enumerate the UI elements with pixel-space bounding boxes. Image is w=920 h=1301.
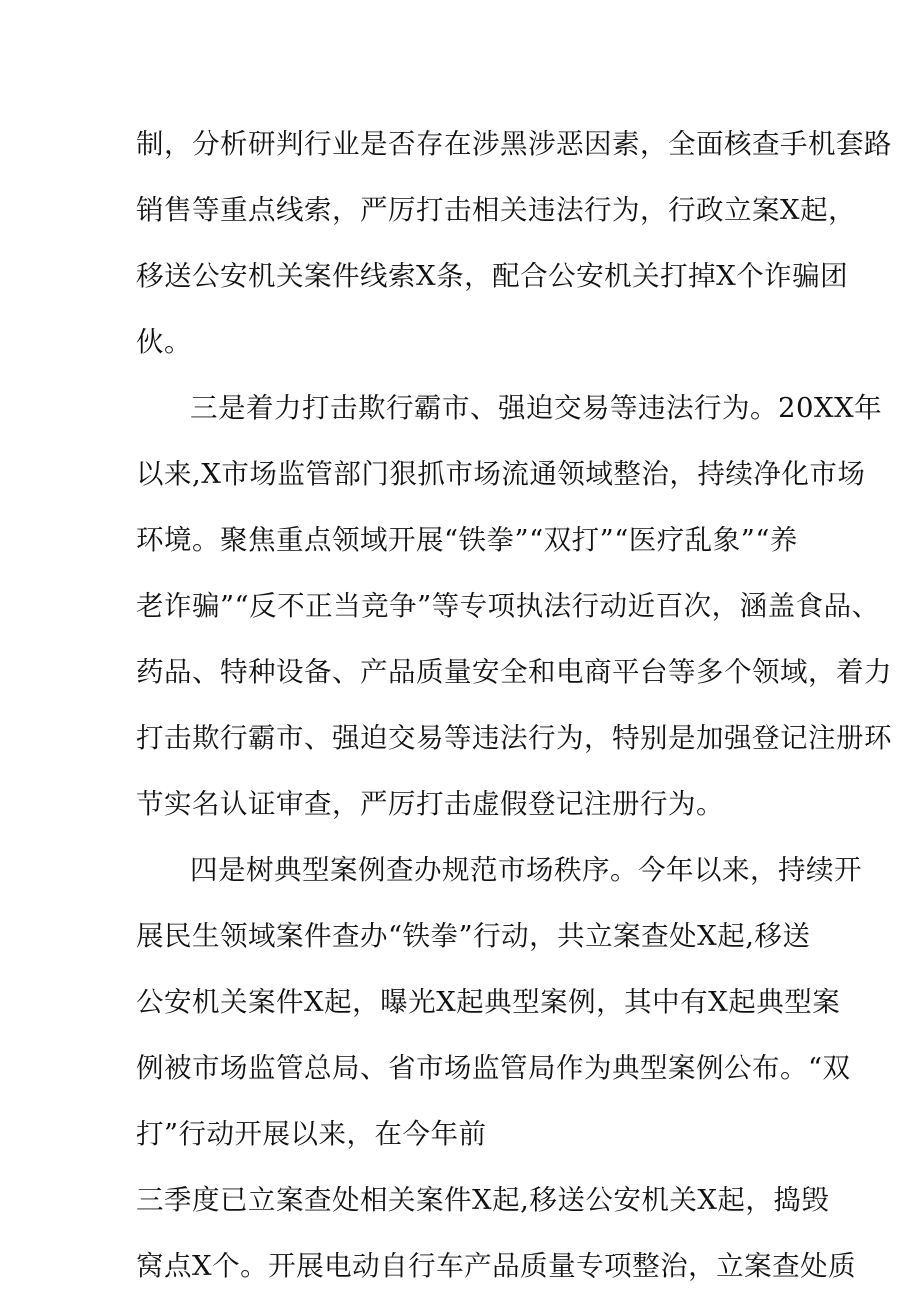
paragraph-line: 展民生领域案件查办“铁拳”行动，共立案查处X起,移送 [136, 920, 811, 952]
paragraph-line: 节实名认证审查，严厉打击虚假登记注册行为。 [136, 788, 724, 820]
paragraph-line: 制，分析研判行业是否存在涉黑涉恶因素，全面核查手机套路 [136, 128, 892, 160]
paragraph-line: 移送公安机关案件线索X条，配合公安机关打掉X个诈骗团 [136, 260, 849, 292]
paragraph-line: 窝点X个。开展电动自行车产品质量专项整治，立案查处质 [136, 1250, 857, 1282]
paragraph-line: 例被市场监管总局、省市场监管局作为典型案例公布。“双 [136, 1052, 851, 1084]
paragraph-line: 老诈骗”“反不正当竞争”等专项执法行动近百次，涵盖食品、 [136, 590, 880, 622]
paragraph-line: 打”行动开展以来，在今年前 [136, 1118, 487, 1150]
paragraph-first-line: 三是着力打击欺行霸市、强迫交易等违法行为。20XX年 [190, 392, 883, 424]
paragraph-line: 三季度已立案查处相关案件X起,移送公安机关X起，捣毁 [136, 1184, 830, 1216]
paragraph-line: 打击欺行霸市、强迫交易等违法行为，特别是加强登记注册环 [136, 722, 892, 754]
paragraph-line: 环境。聚焦重点领域开展“铁拳”“双打”“医疗乱象”“养 [136, 524, 798, 556]
paragraph-line: 以来,X市场监管部门狠抓市场流通领域整治，持续净化市场 [136, 458, 866, 490]
paragraph-first-line: 四是树典型案例查办规范市场秩序。今年以来，持续开 [190, 854, 862, 886]
paragraph-line: 公安机关案件X起，曝光X起典型案例，其中有X起典型案 [136, 986, 841, 1018]
paragraph-line: 药品、特种设备、产品质量安全和电商平台等多个领域，着力 [136, 656, 892, 688]
paragraph-line: 销售等重点线索，严厉打击相关违法行为，行政立案X起， [136, 194, 857, 226]
paragraph-line: 伙。 [136, 326, 192, 358]
